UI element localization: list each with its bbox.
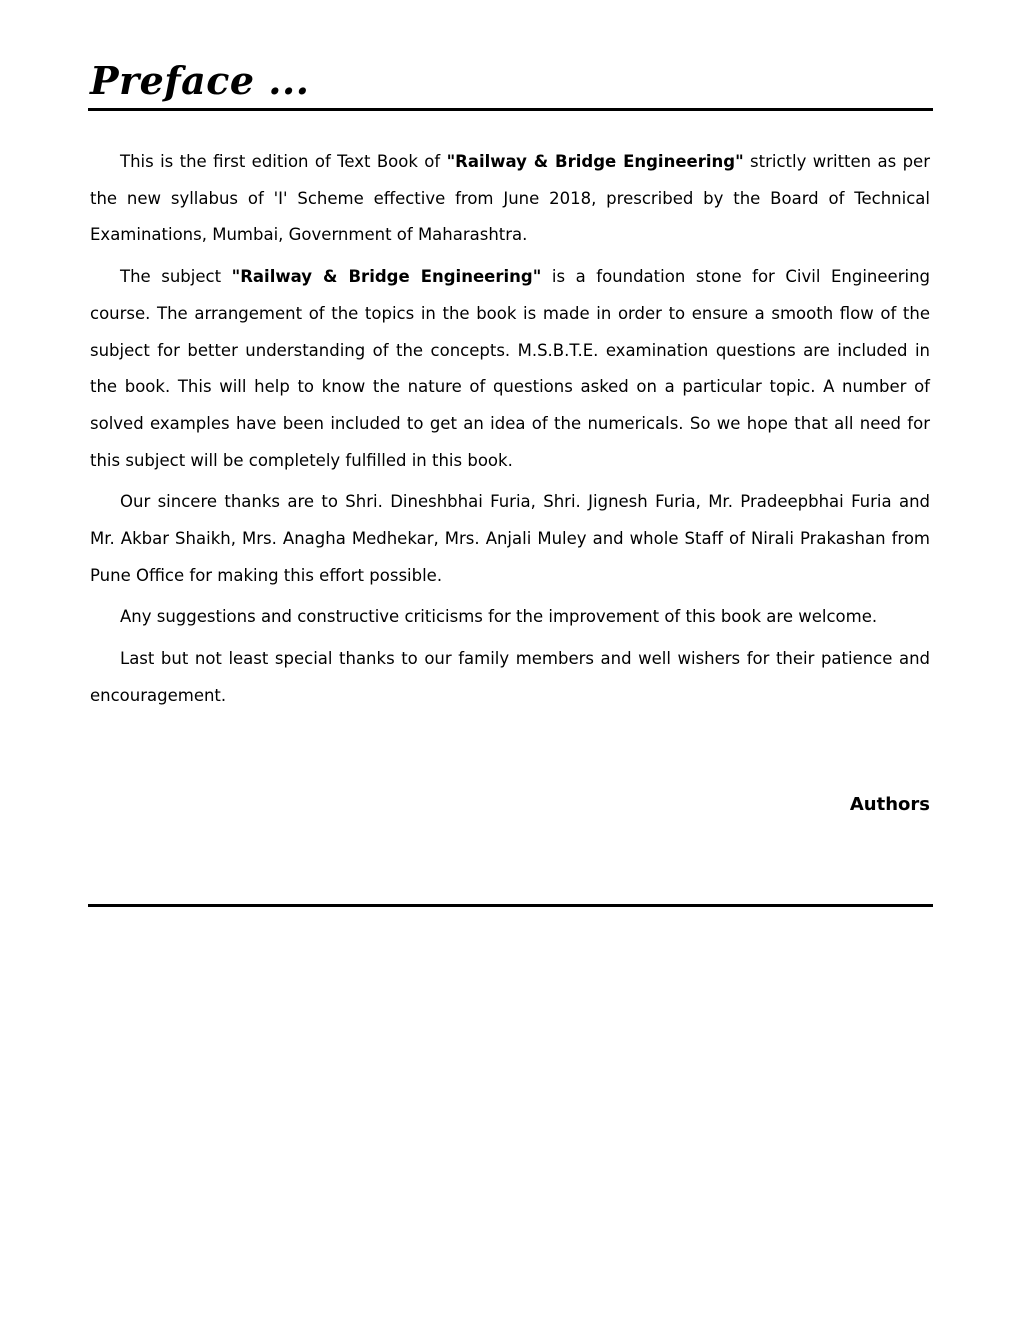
preface-body — [90, 144, 930, 720]
paragraph-text: strictly written as per the new syllabus of 'I' Scheme effective from June 2018, prescribed by the Board of Technical Examinations, Mumbai, Government of Maharashtra. — [90, 152, 930, 245]
book-title-emphasis: "Railway & Bridge Engineering" — [231, 267, 542, 287]
title-underline-divider — [88, 108, 933, 111]
footer-divider — [88, 904, 933, 907]
page-title: Preface ... — [90, 58, 310, 103]
authors-signature: Authors — [849, 794, 930, 815]
paragraph-thanks: Our sincere thanks are to Shri. Dineshbhai Furia, Shri. Jignesh Furia, Mr. Pradeepbhai Furia and Mr. Akbar Shaikh, Mrs. Anagha Medhekar, Mrs. Anjali Muley and whole Staff of Nirali Prakashan from Pune Office for making this effort possible. — [90, 492, 930, 585]
book-title-emphasis: "Railway & Bridge Engineering" — [446, 152, 744, 171]
paragraph-text: The subject — [120, 267, 232, 287]
paragraph-text: This is the first edition of Text Book of — [120, 152, 447, 171]
paragraph-subject — [90, 259, 930, 479]
paragraph-suggestions: Any suggestions and constructive criticisms for the improvement of this book are welcome. — [120, 607, 878, 627]
paragraph-text: is a foundation stone for Civil Engineering course. The arrangement of the topics in the book is made in order to ensure a smooth flow of the subject for better understanding of the concepts. M.S.B.T.E. examination questions are included in the book. This will help to know the nature of questions asked on a particular topic. A number of solved examples have been included to get an idea of the numericals. So we hope that all need for this subject will be completely fulfilled in this book. — [90, 267, 930, 470]
paragraph-first-edition — [90, 144, 930, 254]
paragraph-acknowledgement: Last but not least special thanks to our family members and well wishers for their patience and encouragement. — [90, 649, 930, 705]
